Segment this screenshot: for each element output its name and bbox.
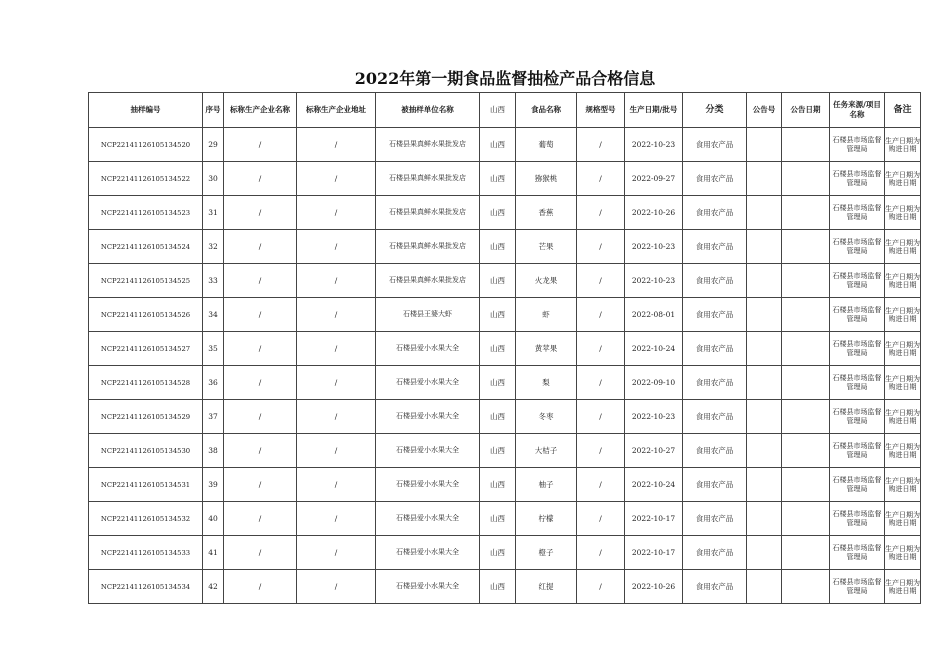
cell-seq: 37	[203, 400, 224, 434]
cell-notice-no	[747, 230, 782, 264]
cell-producer-addr: /	[297, 536, 376, 570]
table-row	[89, 502, 921, 536]
cell-sampled-unit: 石楼县爱小水果大全	[376, 332, 480, 366]
cell-producer-name: /	[224, 196, 297, 230]
cell-sample-no: NCP22141126105134528	[89, 366, 203, 400]
cell-seq: 29	[203, 128, 224, 162]
cell-category: 食用农产品	[683, 196, 747, 230]
col-spec: 规格型号	[577, 93, 625, 128]
cell-seq: 32	[203, 230, 224, 264]
cell-task-source: 石楼县市场监督管理局	[830, 366, 885, 400]
cell-food-name: 火龙果	[516, 264, 577, 298]
cell-spec: /	[577, 434, 625, 468]
cell-category: 食用农产品	[683, 570, 747, 604]
cell-notice-no	[747, 162, 782, 196]
cell-spec: /	[577, 196, 625, 230]
cell-producer-name: /	[224, 536, 297, 570]
cell-remark: 生产日期为购进日期	[885, 536, 921, 570]
cell-notice-no	[747, 468, 782, 502]
cell-notice-no	[747, 502, 782, 536]
cell-seq: 31	[203, 196, 224, 230]
cell-seq: 42	[203, 570, 224, 604]
cell-task-source: 石楼县市场监督管理局	[830, 230, 885, 264]
cell-seq: 30	[203, 162, 224, 196]
cell-category: 食用农产品	[683, 298, 747, 332]
cell-category: 食用农产品	[683, 468, 747, 502]
cell-province: 山西	[480, 298, 516, 332]
cell-notice-no	[747, 196, 782, 230]
cell-sampled-unit: 石楼县果真鲜水果批发店	[376, 162, 480, 196]
cell-category: 食用农产品	[683, 264, 747, 298]
cell-seq: 36	[203, 366, 224, 400]
table-row	[89, 434, 921, 468]
cell-notice-no	[747, 570, 782, 604]
col-producer-addr: 标称生产企业地址	[297, 93, 376, 128]
cell-food-name: 葡萄	[516, 128, 577, 162]
cell-prod-date: 2022-10-26	[625, 196, 683, 230]
col-province: 山西	[480, 93, 516, 128]
cell-seq: 39	[203, 468, 224, 502]
cell-task-source: 石楼县市场监督管理局	[830, 468, 885, 502]
table-row	[89, 536, 921, 570]
cell-notice-date	[782, 366, 830, 400]
cell-sample-no: NCP22141126105134529	[89, 400, 203, 434]
cell-producer-addr: /	[297, 298, 376, 332]
cell-notice-date	[782, 502, 830, 536]
cell-province: 山西	[480, 230, 516, 264]
cell-seq: 41	[203, 536, 224, 570]
col-prod-date: 生产日期/批号	[625, 93, 683, 128]
cell-task-source: 石楼县市场监督管理局	[830, 332, 885, 366]
cell-sampled-unit: 石楼县果真鲜水果批发店	[376, 128, 480, 162]
cell-prod-date: 2022-10-27	[625, 434, 683, 468]
cell-producer-addr: /	[297, 434, 376, 468]
cell-spec: /	[577, 536, 625, 570]
cell-spec: /	[577, 128, 625, 162]
cell-province: 山西	[480, 366, 516, 400]
cell-sampled-unit: 石楼县爱小水果大全	[376, 570, 480, 604]
cell-sample-no: NCP22141126105134527	[89, 332, 203, 366]
cell-food-name: 冬枣	[516, 400, 577, 434]
cell-prod-date: 2022-10-23	[625, 400, 683, 434]
cell-producer-name: /	[224, 332, 297, 366]
col-category: 分类	[683, 93, 747, 128]
cell-remark: 生产日期为购进日期	[885, 162, 921, 196]
cell-producer-name: /	[224, 298, 297, 332]
cell-food-name: 红提	[516, 570, 577, 604]
cell-notice-no	[747, 434, 782, 468]
page-title: 2022年第一期食品监督抽检产品合格信息	[354, 69, 656, 88]
cell-sample-no: NCP22141126105134520	[89, 128, 203, 162]
cell-producer-name: /	[224, 434, 297, 468]
cell-sampled-unit: 石楼县果真鲜水果批发店	[376, 196, 480, 230]
cell-task-source: 石楼县市场监督管理局	[830, 502, 885, 536]
cell-producer-name: /	[224, 502, 297, 536]
cell-producer-addr: /	[297, 570, 376, 604]
table-row	[89, 400, 921, 434]
cell-spec: /	[577, 332, 625, 366]
col-task-source: 任务来源/项目名称	[830, 93, 885, 128]
cell-sampled-unit: 石楼县爱小水果大全	[376, 536, 480, 570]
cell-notice-date	[782, 162, 830, 196]
cell-remark: 生产日期为购进日期	[885, 298, 921, 332]
cell-food-name: 香蕉	[516, 196, 577, 230]
cell-category: 食用农产品	[683, 162, 747, 196]
cell-remark: 生产日期为购进日期	[885, 400, 921, 434]
cell-food-name: 芒果	[516, 230, 577, 264]
cell-category: 食用农产品	[683, 502, 747, 536]
cell-task-source: 石楼县市场监督管理局	[830, 162, 885, 196]
cell-task-source: 石楼县市场监督管理局	[830, 434, 885, 468]
cell-notice-date	[782, 332, 830, 366]
col-remark: 备注	[885, 93, 921, 128]
cell-notice-no	[747, 366, 782, 400]
table-row	[89, 162, 921, 196]
cell-spec: /	[577, 264, 625, 298]
cell-remark: 生产日期为购进日期	[885, 230, 921, 264]
cell-spec: /	[577, 400, 625, 434]
cell-task-source: 石楼县市场监督管理局	[830, 298, 885, 332]
cell-spec: /	[577, 162, 625, 196]
cell-category: 食用农产品	[683, 366, 747, 400]
cell-sampled-unit: 石楼县爱小水果大全	[376, 366, 480, 400]
cell-prod-date: 2022-10-17	[625, 502, 683, 536]
cell-province: 山西	[480, 332, 516, 366]
table-row	[89, 366, 921, 400]
col-sample-no: 抽样编号	[89, 93, 203, 128]
cell-province: 山西	[480, 502, 516, 536]
cell-province: 山西	[480, 128, 516, 162]
cell-spec: /	[577, 570, 625, 604]
cell-category: 食用农产品	[683, 332, 747, 366]
cell-food-name: 柚子	[516, 468, 577, 502]
cell-category: 食用农产品	[683, 128, 747, 162]
table-row	[89, 128, 921, 162]
cell-producer-addr: /	[297, 468, 376, 502]
cell-food-name: 黄苹果	[516, 332, 577, 366]
cell-producer-name: /	[224, 162, 297, 196]
cell-producer-addr: /	[297, 400, 376, 434]
table-row	[89, 332, 921, 366]
cell-producer-addr: /	[297, 230, 376, 264]
cell-sample-no: NCP22141126105134533	[89, 536, 203, 570]
cell-province: 山西	[480, 196, 516, 230]
cell-remark: 生产日期为购进日期	[885, 502, 921, 536]
cell-producer-name: /	[224, 468, 297, 502]
cell-category: 食用农产品	[683, 434, 747, 468]
cell-food-name: 梨	[516, 366, 577, 400]
table-row	[89, 468, 921, 502]
cell-producer-addr: /	[297, 502, 376, 536]
cell-task-source: 石楼县市场监督管理局	[830, 536, 885, 570]
cell-province: 山西	[480, 162, 516, 196]
cell-spec: /	[577, 366, 625, 400]
cell-sample-no: NCP22141126105134524	[89, 230, 203, 264]
cell-producer-name: /	[224, 400, 297, 434]
cell-notice-date	[782, 400, 830, 434]
cell-prod-date: 2022-09-27	[625, 162, 683, 196]
cell-sample-no: NCP22141126105134526	[89, 298, 203, 332]
cell-sampled-unit: 石楼县爱小水果大全	[376, 468, 480, 502]
cell-producer-addr: /	[297, 196, 376, 230]
cell-producer-name: /	[224, 366, 297, 400]
cell-task-source: 石楼县市场监督管理局	[830, 570, 885, 604]
cell-food-name: 大桔子	[516, 434, 577, 468]
cell-producer-addr: /	[297, 128, 376, 162]
cell-notice-date	[782, 128, 830, 162]
cell-prod-date: 2022-09-10	[625, 366, 683, 400]
cell-producer-name: /	[224, 128, 297, 162]
cell-food-name: 猕猴桃	[516, 162, 577, 196]
cell-food-name: 柠檬	[516, 502, 577, 536]
cell-task-source: 石楼县市场监督管理局	[830, 400, 885, 434]
cell-prod-date: 2022-10-23	[625, 128, 683, 162]
cell-remark: 生产日期为购进日期	[885, 128, 921, 162]
cell-notice-no	[747, 536, 782, 570]
cell-sample-no: NCP22141126105134534	[89, 570, 203, 604]
cell-producer-addr: /	[297, 162, 376, 196]
cell-notice-date	[782, 230, 830, 264]
cell-notice-no	[747, 264, 782, 298]
cell-notice-date	[782, 298, 830, 332]
cell-notice-no	[747, 332, 782, 366]
cell-sampled-unit: 石楼县果真鲜水果批发店	[376, 264, 480, 298]
cell-province: 山西	[480, 536, 516, 570]
cell-prod-date: 2022-10-23	[625, 230, 683, 264]
cell-notice-date	[782, 434, 830, 468]
table-row	[89, 570, 921, 604]
cell-seq: 40	[203, 502, 224, 536]
cell-sample-no: NCP22141126105134523	[89, 196, 203, 230]
cell-notice-date	[782, 468, 830, 502]
cell-province: 山西	[480, 400, 516, 434]
table-row	[89, 230, 921, 264]
col-food-name: 食品名称	[516, 93, 577, 128]
cell-spec: /	[577, 230, 625, 264]
col-notice-no: 公告号	[747, 93, 782, 128]
cell-sampled-unit: 石楼县果真鲜水果批发店	[376, 230, 480, 264]
cell-seq: 33	[203, 264, 224, 298]
cell-sampled-unit: 石楼县爱小水果大全	[376, 400, 480, 434]
cell-sample-no: NCP22141126105134532	[89, 502, 203, 536]
cell-spec: /	[577, 468, 625, 502]
col-sampled-unit: 被抽样单位名称	[376, 93, 480, 128]
cell-category: 食用农产品	[683, 536, 747, 570]
cell-remark: 生产日期为购进日期	[885, 570, 921, 604]
cell-province: 山西	[480, 468, 516, 502]
cell-category: 食用农产品	[683, 230, 747, 264]
cell-prod-date: 2022-10-24	[625, 468, 683, 502]
cell-producer-name: /	[224, 570, 297, 604]
cell-spec: /	[577, 298, 625, 332]
col-notice-date: 公告日期	[782, 93, 830, 128]
cell-task-source: 石楼县市场监督管理局	[830, 264, 885, 298]
cell-prod-date: 2022-10-24	[625, 332, 683, 366]
cell-province: 山西	[480, 570, 516, 604]
cell-notice-no	[747, 128, 782, 162]
col-seq: 序号	[203, 93, 224, 128]
table-row	[89, 298, 921, 332]
cell-notice-date	[782, 196, 830, 230]
cell-prod-date: 2022-08-01	[625, 298, 683, 332]
cell-seq: 38	[203, 434, 224, 468]
cell-sample-no: NCP22141126105134531	[89, 468, 203, 502]
cell-remark: 生产日期为购进日期	[885, 196, 921, 230]
cell-remark: 生产日期为购进日期	[885, 332, 921, 366]
cell-notice-no	[747, 400, 782, 434]
cell-sample-no: NCP22141126105134525	[89, 264, 203, 298]
cell-notice-no	[747, 298, 782, 332]
cell-notice-date	[782, 264, 830, 298]
table-row	[89, 264, 921, 298]
cell-producer-addr: /	[297, 366, 376, 400]
cell-prod-date: 2022-10-26	[625, 570, 683, 604]
cell-category: 食用农产品	[683, 400, 747, 434]
cell-producer-name: /	[224, 264, 297, 298]
cell-prod-date: 2022-10-17	[625, 536, 683, 570]
cell-sampled-unit: 石楼县王婆大虾	[376, 298, 480, 332]
cell-seq: 35	[203, 332, 224, 366]
cell-producer-addr: /	[297, 332, 376, 366]
table-row	[89, 196, 921, 230]
cell-food-name: 橙子	[516, 536, 577, 570]
cell-producer-addr: /	[297, 264, 376, 298]
cell-remark: 生产日期为购进日期	[885, 264, 921, 298]
cell-sampled-unit: 石楼县爱小水果大全	[376, 434, 480, 468]
cell-task-source: 石楼县市场监督管理局	[830, 128, 885, 162]
inspection-table	[88, 92, 921, 604]
cell-province: 山西	[480, 264, 516, 298]
cell-remark: 生产日期为购进日期	[885, 434, 921, 468]
cell-task-source: 石楼县市场监督管理局	[830, 196, 885, 230]
header-row	[89, 93, 921, 128]
cell-remark: 生产日期为购进日期	[885, 366, 921, 400]
cell-sample-no: NCP22141126105134530	[89, 434, 203, 468]
cell-prod-date: 2022-10-23	[625, 264, 683, 298]
cell-remark: 生产日期为购进日期	[885, 468, 921, 502]
cell-notice-date	[782, 570, 830, 604]
cell-food-name: 虾	[516, 298, 577, 332]
cell-sampled-unit: 石楼县爱小水果大全	[376, 502, 480, 536]
cell-sample-no: NCP22141126105134522	[89, 162, 203, 196]
cell-notice-date	[782, 536, 830, 570]
cell-seq: 34	[203, 298, 224, 332]
col-producer-name: 标称生产企业名称	[224, 93, 297, 128]
cell-province: 山西	[480, 434, 516, 468]
cell-spec: /	[577, 502, 625, 536]
cell-producer-name: /	[224, 230, 297, 264]
